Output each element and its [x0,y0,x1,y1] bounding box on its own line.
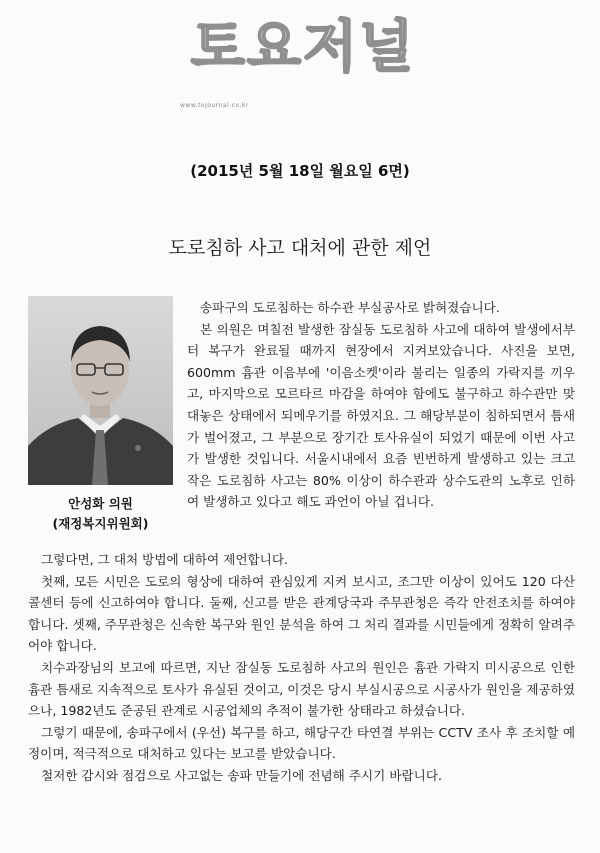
author-name: 안성화 의원 [68,496,133,511]
paragraph: 첫째, 모든 시민은 도로의 형상에 대하여 관심있게 지켜 보시고, 조그만 이상이 있어도 120 다산콜센터 등에 신고하여야 합니다. 둘째, 신고를 받은 관계당국과 주무관청은 즉각 안전조치를 하여야 합니다. 셋째, 주무관청은 신속한 복구와 원인 분석을 하여 그 처리 결과를 시민들에게 정확히 알려주어야 합니다. [28,573,575,654]
author-photo [28,296,173,485]
paragraph: 송파구의 도로침하는 하수관 부실공사로 밝혀졌습니다. [200,300,500,315]
paragraph: 철저한 감시와 점검으로 사고없는 송파 만들기에 전념해 주시기 바랍니다. [41,767,442,783]
article-headline: 도로침하 사고 대처에 관한 제언 [168,237,432,259]
photo-caption [28,494,173,534]
masthead-url: www.tojournal.co.kr [180,102,249,109]
masthead [178,15,428,109]
paragraph: 그렇다면, 그 대처 방법에 대하여 제언합니다. [41,552,289,567]
paragraph: 본 의원은 며칠전 발생한 잠실동 도로침하 사고에 대하여 발생에서부터 복구가 완료될 때까지 현장에서 지켜보았습니다. 사진을 보면, 600mm 흄관 이음부에 '이음소켓'이라 불리는 일종의 가락지를 끼우고, 마지막으로 모르타르 마감을 하여야 함에도 불구하고 하수관만 맞대놓은 상태에서 되메우기를 하였지요. 그 해당부분이 침하되면서 틈새가 벌어졌고, 그 부분으로 장기간 토사유실이 되었기 때문에 이번 사고가 발생한 것입니다. 서울시내에서 요즘 빈번하게 발생하고 있는 크고 작은 도로침하 사고는 80% 이상이 하수관과 상수도관의 노후로 인하여 발생하고 있다고 해도 과언이 아닐 겁니다. [187,321,575,510]
author-committee: (재정복지위원회) [52,516,149,531]
portrait-image [28,296,173,485]
article-body-column [187,297,575,513]
masthead-logo: 토요저널 [190,15,416,80]
article-body-full [28,549,575,787]
paragraph: 그렇기 때문에, 송파구에서 (우선) 복구를 하고, 해당구간 타연결 부위는 CCTV 조사 후 조치할 예정이며, 적극적으로 대처하고 있다는 보고를 받았습니다. [28,724,575,762]
paragraph: 치수과장님의 보고에 따르면, 지난 잠실동 도로침하 사고의 원인은 흄관 가락지 미시공으로 인한 흄관 틈새로 지속적으로 토사가 유실된 것이고, 이것은 당시 부실시공으로 시공사가 원인을 제공하였으나, 1982년도 준공된 관계로 시공업체의 추적이 불가한 상태라고 하셨습니다. [28,659,575,719]
publication-date: (2015년 5월 18일 월요일 6면) [190,162,410,180]
